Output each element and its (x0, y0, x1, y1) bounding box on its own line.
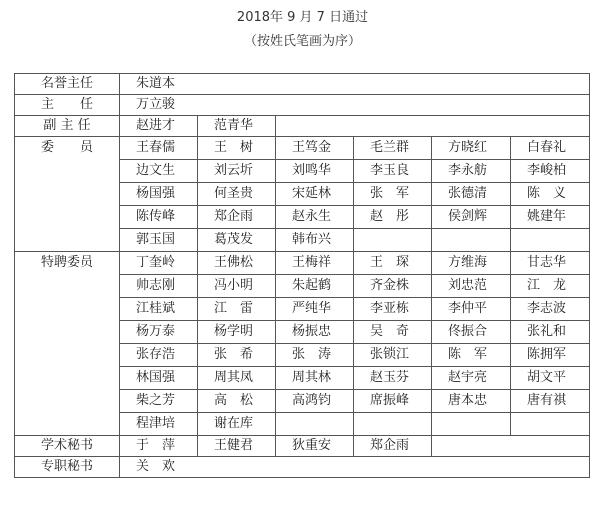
special-member-name: 谢在库 (198, 413, 276, 436)
member-name: 李玉良 (354, 160, 432, 183)
special-member-name: 唐有祺 (511, 390, 590, 413)
special-member-name: 李亚栋 (354, 298, 432, 321)
special-member-name: 甘志华 (511, 252, 590, 275)
special-member-name: 杨学明 (198, 321, 276, 344)
empty-cell (276, 116, 590, 137)
member-name: 赵永生 (276, 206, 354, 229)
ordering-note: （按姓氏笔画为序） (243, 34, 361, 49)
honorary-chair-row (15, 74, 590, 95)
member-name: 方晓红 (432, 137, 511, 160)
empty-cell (276, 413, 354, 436)
special-member-name: 帅志刚 (120, 275, 198, 298)
special-member-name: 张 希 (198, 344, 276, 367)
special-member-name: 唐本忠 (432, 390, 511, 413)
special-member-name: 方维海 (432, 252, 511, 275)
special-member-name: 齐金株 (354, 275, 432, 298)
members-section (15, 137, 590, 252)
special-member-name: 陈 军 (432, 344, 511, 367)
special-member-name: 赵玉芬 (354, 367, 432, 390)
member-name: 姚建年 (511, 206, 590, 229)
honorary-chair-label: 名誉主任 (15, 74, 120, 95)
special-member-name: 吴 奇 (354, 321, 432, 344)
special-member-name: 张锁江 (354, 344, 432, 367)
member-name: 赵 彤 (354, 206, 432, 229)
member-name: 何圣贵 (198, 183, 276, 206)
member-name: 陈传峰 (120, 206, 198, 229)
empty-cell (511, 413, 590, 436)
special-member-name: 席振峰 (354, 390, 432, 413)
member-name: 郭玉国 (120, 229, 198, 252)
special-member-name: 严纯华 (276, 298, 354, 321)
special-member-name: 张存浩 (120, 344, 198, 367)
member-name: 郑企雨 (198, 206, 276, 229)
member-name: 王春儒 (120, 137, 198, 160)
special-member-name: 柴之芳 (120, 390, 198, 413)
special-member-name: 江桂斌 (120, 298, 198, 321)
special-member-name: 朱起鹤 (276, 275, 354, 298)
member-name: 侯剑辉 (432, 206, 511, 229)
member-name: 韩布兴 (276, 229, 354, 252)
special-member-name: 江 龙 (511, 275, 590, 298)
chair-row (15, 95, 590, 116)
special-member-name: 杨振忠 (276, 321, 354, 344)
vice-chair-label: 副 主 任 (15, 116, 120, 137)
chair-label: 主 任 (15, 95, 120, 116)
special-members-section (15, 252, 590, 436)
special-member-name: 李仲平 (432, 298, 511, 321)
special-member-name: 丁奎岭 (120, 252, 198, 275)
member-name: 白春礼 (511, 137, 590, 160)
committee-roster-table (14, 73, 590, 478)
empty-cell (354, 229, 432, 252)
executive-secretary-label: 专职秘书 (15, 457, 120, 478)
member-name: 李峻柏 (511, 160, 590, 183)
member-name: 葛茂发 (198, 229, 276, 252)
member-name: 刘鸣华 (276, 160, 354, 183)
member-name: 毛兰群 (354, 137, 432, 160)
special-member-name: 王梅祥 (276, 252, 354, 275)
member-name: 边文生 (120, 160, 198, 183)
empty-cell (432, 436, 590, 457)
special-member-name: 刘忠范 (432, 275, 511, 298)
special-member-name: 张礼和 (511, 321, 590, 344)
member-name: 陈 义 (511, 183, 590, 206)
empty-cell (511, 229, 590, 252)
member-name: 张德清 (432, 183, 511, 206)
member-name: 刘云圻 (198, 160, 276, 183)
special-member-name: 高鸿钧 (276, 390, 354, 413)
academic-secretary-row (15, 436, 590, 457)
member-row (15, 137, 590, 160)
vice-chair-name: 赵进才 (120, 116, 198, 137)
approval-date: 2018年 9 月 7 日通过 (236, 10, 369, 25)
special-member-name: 李志波 (511, 298, 590, 321)
member-name: 王 树 (198, 137, 276, 160)
member-name: 张 军 (354, 183, 432, 206)
special-member-name: 林国强 (120, 367, 198, 390)
academic-secretary-name: 王健君 (198, 436, 276, 457)
academic-secretary-name: 于 萍 (120, 436, 198, 457)
member-name: 宋延林 (276, 183, 354, 206)
special-member-name: 江 雷 (198, 298, 276, 321)
special-member-name: 程津培 (120, 413, 198, 436)
special-member-name: 周其林 (276, 367, 354, 390)
empty-cell (354, 413, 432, 436)
special-member-name: 高 松 (198, 390, 276, 413)
member-name: 王笃金 (276, 137, 354, 160)
special-member-name: 王 琛 (354, 252, 432, 275)
special-member-row (15, 252, 590, 275)
special-member-name: 冯小明 (198, 275, 276, 298)
special-member-name: 陈拥军 (511, 344, 590, 367)
member-name: 杨国强 (120, 183, 198, 206)
vice-chair-name: 范青华 (198, 116, 276, 137)
special-member-name: 杨万泰 (120, 321, 198, 344)
chair-name: 万立骏 (120, 95, 590, 116)
empty-cell (432, 413, 511, 436)
special-members-label: 特聘委员 (15, 252, 120, 436)
academic-secretary-label: 学术秘书 (15, 436, 120, 457)
academic-secretary-name: 狄重安 (276, 436, 354, 457)
empty-cell (432, 229, 511, 252)
special-member-name: 周其凤 (198, 367, 276, 390)
members-label: 委 员 (15, 137, 120, 252)
executive-secretary-row (15, 457, 590, 478)
academic-secretary-name: 郑企雨 (354, 436, 432, 457)
special-member-name: 张 涛 (276, 344, 354, 367)
vice-chair-row (15, 116, 590, 137)
special-member-name: 赵宇亮 (432, 367, 511, 390)
honorary-chair-name: 朱道本 (120, 74, 590, 95)
special-member-name: 王佛松 (198, 252, 276, 275)
member-name: 李永舫 (432, 160, 511, 183)
executive-secretary-name: 关 欢 (120, 457, 590, 478)
special-member-name: 胡文平 (511, 367, 590, 390)
special-member-name: 佟振合 (432, 321, 511, 344)
